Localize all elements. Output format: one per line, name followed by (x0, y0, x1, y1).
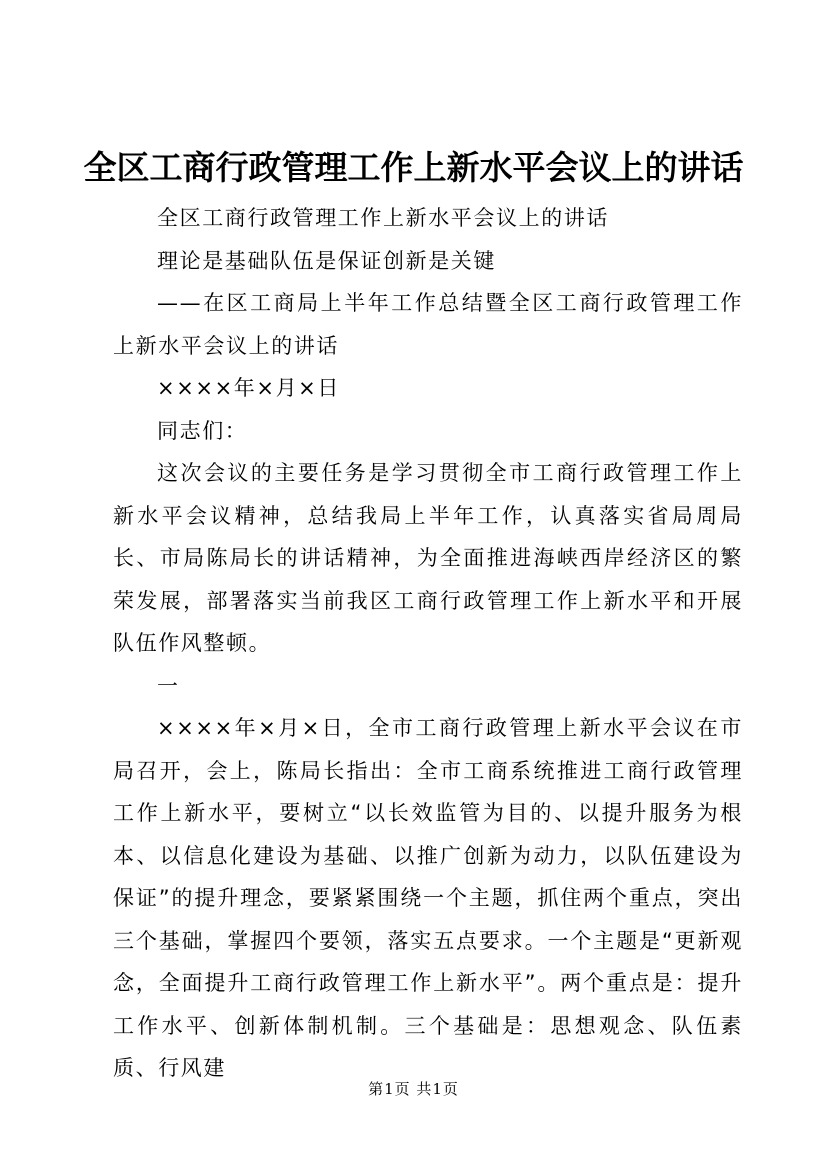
paragraph-subtitle-repeat: 全区工商行政管理工作上新水平会议上的讲话 (157, 206, 609, 230)
document-title: 全区工商行政管理工作上新水平会议上的讲话 (83, 148, 744, 187)
paragraph-occasion: ——在区工商局上半年工作总结暨全区工商行政管理工作上新水平会议上的讲话 (113, 291, 743, 358)
paragraph-intro: 这次会议的主要任务是学习贯彻全市工商行政管理工作上新水平会议精神，总结我局上半年工作，认真落实省局周局长、市局陈局长的讲话精神，为全面推进海峡西岸经济区的繁荣发展，部署落实当前我区工商行政管理工作上新水平和开展队伍作风整顿。 (113, 461, 743, 655)
paragraph-theme: 理论是基础队伍是保证创新是关键 (157, 248, 496, 273)
section-heading-one: 一 (157, 673, 180, 698)
paragraph-salutation: 同志们： (157, 418, 248, 443)
document-body (113, 197, 743, 1090)
page-number-footer: 第1页 共1页 (368, 1080, 459, 1098)
paragraph-date: ××××年×月×日 (157, 376, 340, 400)
paragraph-section-one: ××××年×月×日，全市工商行政管理上新水平会议在市局召开，会上，陈局长指出：全市工商系统推进工商行政管理工作上新水平，要树立“以长效监管为目的、以提升服务为根本、以信息化建设为基础、以推广创新为动力，以队伍建设为保证”的提升理念，要紧紧围绕一个主题，抓住两个重点，突出三个基础，掌握四个要领，落实五点要求。一个主题是“更新观念，全面提升工商行政管理工作上新水平”。两个重点是：提升工作水平、创新体制机制。三个基础是：思想观念、队伍素质、行风建 (113, 716, 743, 1080)
